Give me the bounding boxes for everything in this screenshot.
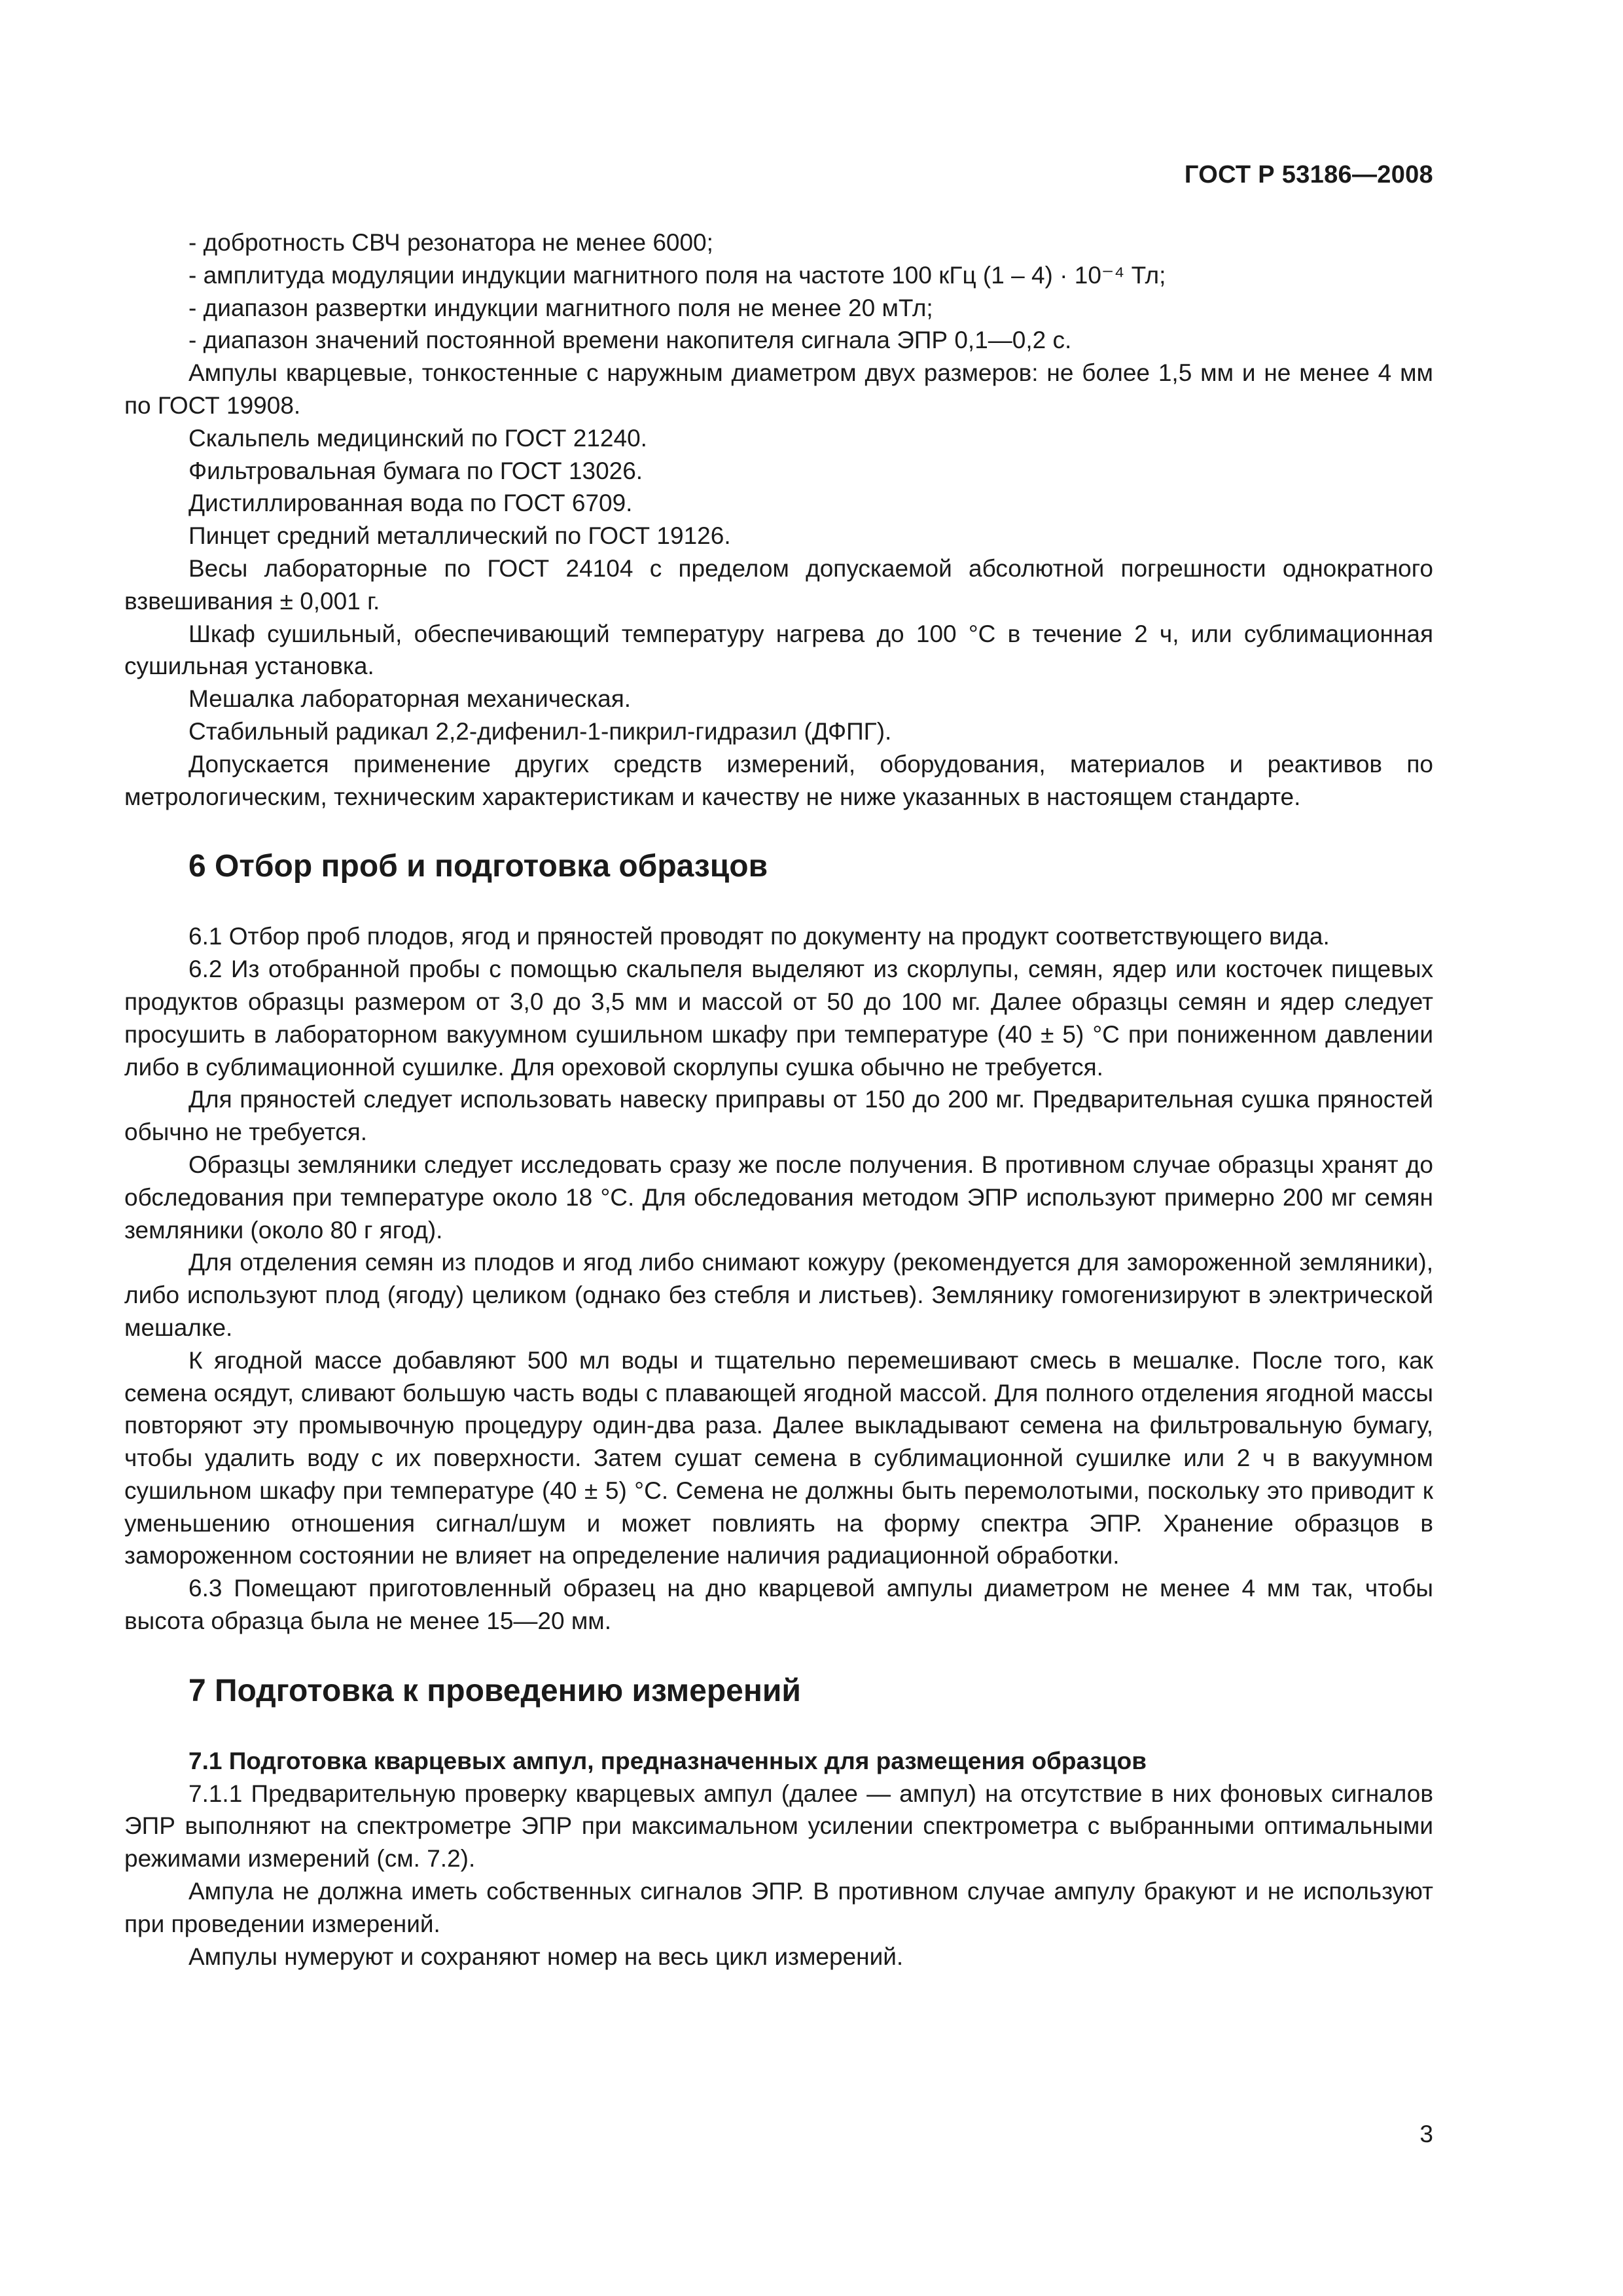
equipment-paragraph: Скальпель медицинский по ГОСТ 21240. xyxy=(188,424,647,452)
section-7-paragraph: 7.1.1 Предварительную проверку кварцевых ампул (далее — ампул) на отсутствие в них фоновых сигналов ЭПР выполняют на спектрометре ЭПР при максимальном усилении спектрометра с выбранными оптимальными режимами измерений (см. 7.2). xyxy=(124,1780,1433,1873)
equipment-paragraph: Мешалка лабораторная механическая. xyxy=(188,685,632,713)
subsection-7-1-heading: 7.1 Подготовка кварцевых ампул, предназначенных для размещения образцов xyxy=(188,1747,1147,1774)
equipment-paragraph: Стабильный радикал 2,2-дифенил-1-пикрил-гидразил (ДФПГ). xyxy=(188,717,892,745)
spec-list-item: - амплитуда модуляции индукции магнитного поля на частоте 100 кГц (1 – 4) · 10⁻⁴ Тл; xyxy=(188,261,1166,289)
section-6-heading: 6 Отбор проб и подготовка образцов xyxy=(188,849,768,884)
equipment-paragraph: Шкаф сушильный, обеспечивающий температуру нагрева до 100 °С в течение 2 ч, или сублимационная сушильная установка. xyxy=(124,620,1433,680)
section-6-paragraph: 6.3 Помещают приготовленный образец на дно кварцевой ампулы диаметром не менее 4 мм так, чтобы высота образца была не менее 15—20 мм. xyxy=(124,1575,1433,1635)
equipment-paragraph: Ампулы кварцевые, тонкостенные с наружным диаметром двух размеров: не более 1,5 мм и не менее 4 мм по ГОСТ 19908. xyxy=(124,359,1433,419)
spec-list-item: - диапазон значений постоянной времени накопителя сигнала ЭПР 0,1—0,2 с. xyxy=(188,327,1072,354)
section-7-paragraph: Ампулы нумеруют и сохраняют номер на весь цикл измерений. xyxy=(188,1943,904,1970)
spec-list-item: - диапазон развертки индукции магнитного поля не менее 20 мТл; xyxy=(188,294,933,321)
equipment-paragraph: Фильтровальная бумага по ГОСТ 13026. xyxy=(188,457,643,484)
section-6-paragraph: К ягодной массе добавляют 500 мл воды и тщательно перемешивают смесь в мешалке. После того, как семена осядут, сливают большую часть воды с плавающей ягодной массой. Для полного отделения ягодной массы повторяют эту промывочную процедуру один-два раза. Далее выкладывают семена на фильтровальную бумагу, чтобы удалить воду с их поверхности. Затем сушат семена в сублимационной сушилке или 2 ч в вакуумном сушильном шкафу при температуре (40 ± 5) °С. Семена не должны быть перемолотыми, поскольку это приводит к уменьшению отношения сигнал/шум и может повлиять на форму спектра ЭПР. Хранение образцов в замороженном состоянии не влияет на определение наличия радиационной обработки. xyxy=(124,1346,1433,1570)
section-7-paragraph: Ампула не должна иметь собственных сигналов ЭПР. В противном случае ампулу бракуют и не используют при проведении измерений. xyxy=(124,1878,1433,1937)
spec-list-item: - добротность СВЧ резонатора не менее 6000; xyxy=(188,229,713,256)
section-6-paragraph: Для пряностей следует использовать навеску приправы от 150 до 200 мг. Предварительная сушка пряностей обычно не требуется. xyxy=(124,1086,1433,1146)
equipment-paragraph: Весы лабораторные по ГОСТ 24104 с пределом допускаемой абсолютной погрешности однократного взвешивания ± 0,001 г. xyxy=(124,554,1433,615)
document-body xyxy=(124,226,1433,1973)
section-6-paragraph: Образцы земляники следует исследовать сразу же после получения. В противном случае образцы хранят до обследования при температуре около 18 °С. Для обследования методом ЭПР используют примерно 200 мг семян земляники (около 80 г ягод). xyxy=(124,1151,1433,1244)
section-7-heading: 7 Подготовка к проведению измерений xyxy=(188,1673,801,1708)
equipment-paragraph: Допускается применение других средств измерений, оборудования, материалов и реактивов по метрологическим, техническим характеристикам и качеству не ниже указанных в настоящем стандарте. xyxy=(124,750,1433,810)
page-number: 3 xyxy=(1419,2121,1433,2147)
equipment-paragraph: Пинцет средний металлический по ГОСТ 19126. xyxy=(188,522,731,550)
section-6-paragraph: 6.2 Из отобранной пробы с помощью скальпеля выделяют из скорлупы, семян, ядер или косточек пищевых продуктов образцы размером от 3,0 до 3,5 мм и массой от 50 до 100 мг. Далее образцы семян и ядер следует просушить в лабораторном вакуумном сушильном шкафу при температуре (40 ± 5) °С при пониженном давлении либо в сублимационной сушилке. Для ореховой скорлупы сушка обычно не требуется. xyxy=(124,956,1433,1081)
section-6-paragraph: Для отделения семян из плодов и ягод либо снимают кожуру (рекомендуется для замороженной земляники), либо используют плод (ягоду) целиком (однако без стебля и листьев). Землянику гомогенизируют в электрической мешалке. xyxy=(124,1249,1433,1341)
equipment-paragraph: Дистиллированная вода по ГОСТ 6709. xyxy=(188,490,633,517)
document-header: ГОСТ Р 53186—2008 xyxy=(1184,161,1433,188)
section-6-paragraph: 6.1 Отбор проб плодов, ягод и пряностей проводят по документу на продукт соответствующего вида. xyxy=(188,923,1330,950)
